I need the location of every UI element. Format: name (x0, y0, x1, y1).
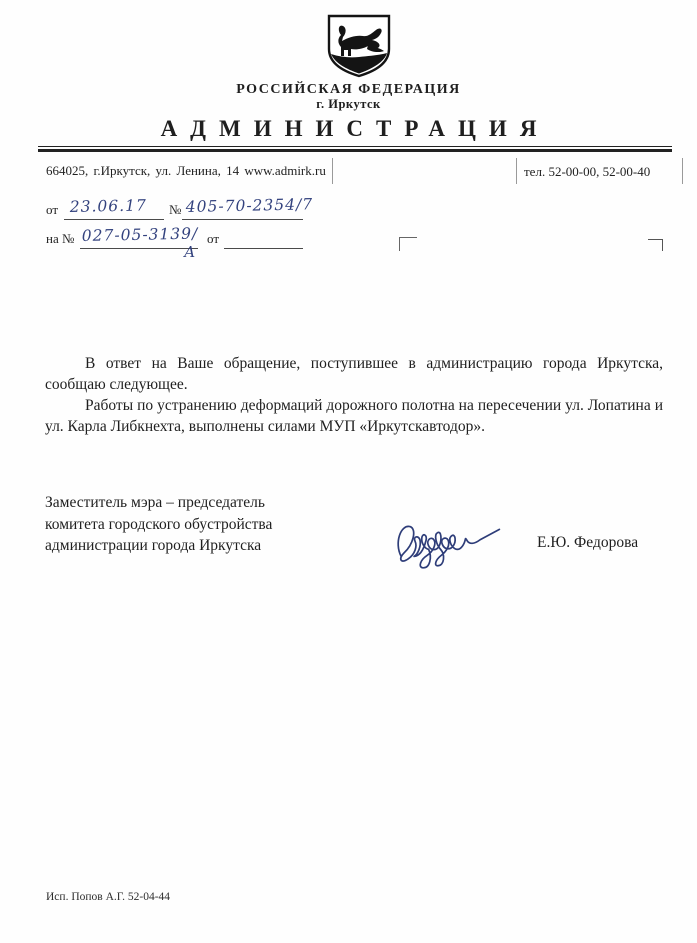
position-line-1: Заместитель мэра – председатель (45, 494, 265, 511)
position-line-2: комитета городского обустройства (45, 515, 273, 533)
date-label: от (46, 202, 59, 217)
addressee-corner-mark-left (399, 237, 417, 251)
executor-info: Исп. Попов А.Г. 52-04-44 (46, 891, 171, 903)
reply-date-field (224, 228, 303, 249)
position-line-3: администрации города Иркутска (45, 537, 262, 554)
divider (516, 158, 517, 184)
handwritten-outgoing-number: 405-70-2354/7 (185, 195, 314, 216)
letter-body (45, 353, 663, 437)
body-paragraph-2: Работы по устранению деформаций дорожного полотна на пересечении ул. Лопатина и ул. Карла Либкнехта, выполнены силами МУП «Иркутскавтодор». (45, 397, 663, 435)
addressee-corner-mark-right (648, 239, 663, 251)
outgoing-number-field (182, 195, 314, 220)
country-heading: РОССИЙСКАЯ ФЕДЕРАЦИЯ (236, 82, 461, 97)
city-heading: г. Иркутск (316, 97, 381, 111)
postal-address: 664025, г.Иркутск, ул. Ленина, 14 www.admirk.ru (46, 163, 326, 178)
letterhead-divider (38, 146, 672, 152)
organization-title: АДМИНИСТРАЦИЯ (160, 116, 550, 141)
date-field (64, 196, 164, 220)
handwritten-reply-number: 027-05-3139/ (81, 224, 199, 245)
handwritten-date: 23.06.17 (69, 196, 148, 216)
phone-numbers: тел. 52-00-00, 52-00-40 (524, 164, 651, 179)
signatory-name: Е.Ю. Федорова (537, 534, 639, 551)
divider (332, 158, 333, 184)
handwritten-reply-suffix: А (184, 243, 196, 261)
reply-date-label: от (207, 231, 220, 246)
reply-to-number-label: на № (46, 231, 75, 246)
handwritten-signature-icon (384, 501, 540, 577)
number-label: № (169, 202, 182, 217)
reply-to-number-field (80, 224, 199, 249)
irkutsk-coat-of-arms-icon (324, 13, 394, 79)
body-paragraph-1: В ответ на Ваше обращение, поступившее в администрацию города Иркутска, сообщаю следующее. (45, 355, 663, 393)
signatory-position (45, 492, 272, 557)
divider (682, 158, 683, 184)
